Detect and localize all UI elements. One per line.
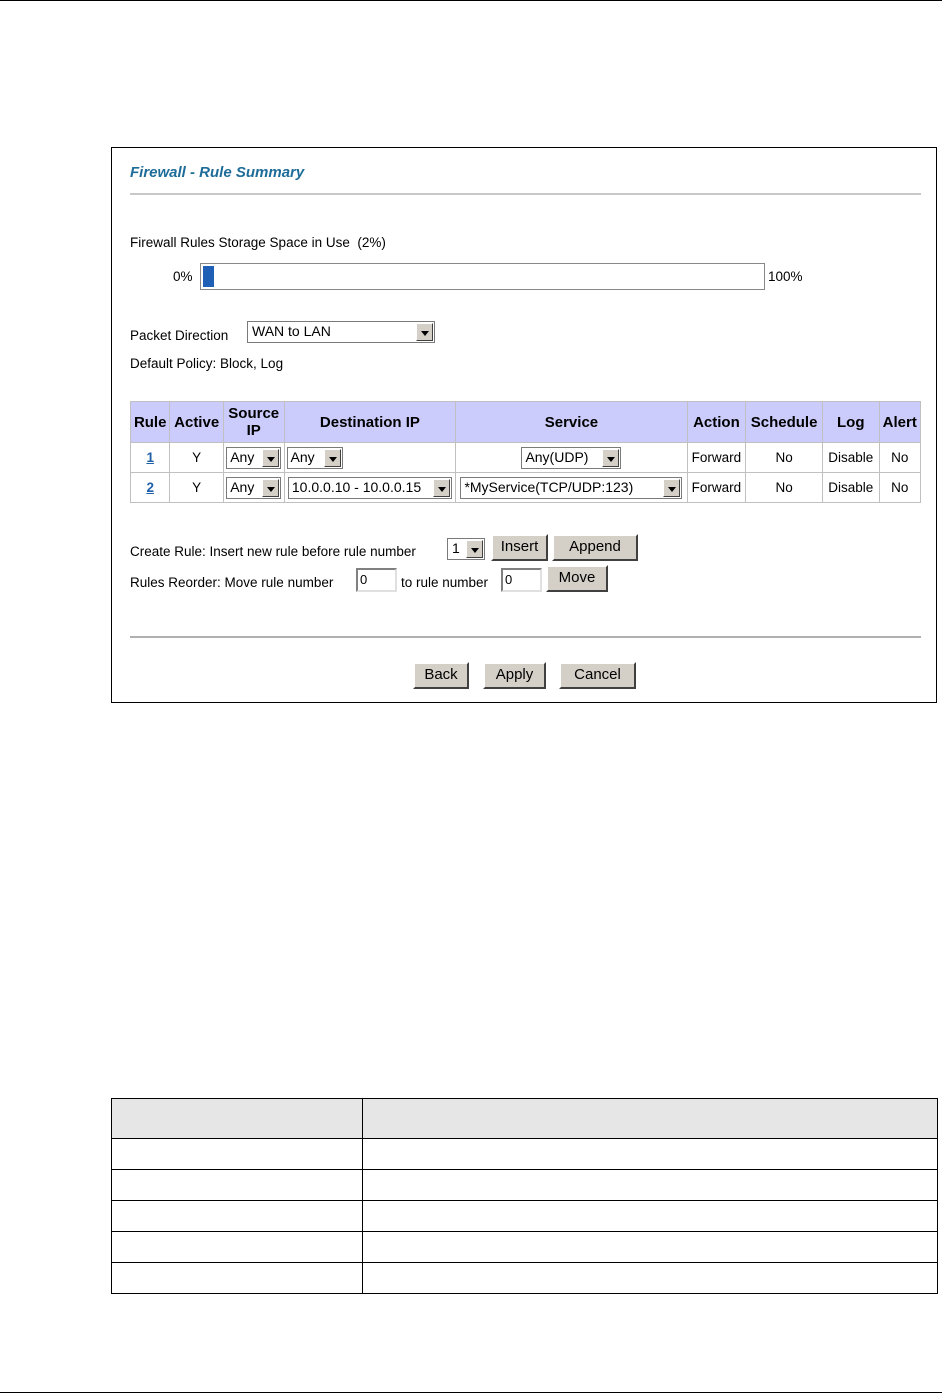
source-ip-value: Any: [230, 448, 255, 465]
service-select[interactable]: [460, 477, 682, 499]
desc-header-description: [363, 1099, 938, 1139]
alert-cell: No: [880, 443, 920, 472]
desc-cell: [112, 1232, 363, 1263]
rule-link[interactable]: 1: [146, 450, 154, 465]
desc-cell: [363, 1263, 938, 1294]
action-cell: Forward: [688, 473, 746, 502]
col-log: Log: [823, 402, 879, 442]
desc-cell: [363, 1232, 938, 1263]
desc-cell: [112, 1263, 363, 1294]
description-table: [111, 1098, 938, 1294]
storage-percent-text: (2%): [357, 235, 386, 250]
source-ip-cell: [224, 473, 284, 502]
active-cell: Y: [170, 443, 223, 472]
source-ip-select[interactable]: [226, 477, 281, 499]
desc-header-label: [112, 1099, 363, 1139]
schedule-cell: No: [746, 473, 822, 502]
col-service: Service: [456, 402, 686, 442]
col-source-ip: [224, 402, 284, 442]
source-ip-cell: [224, 443, 284, 472]
reorder-label: Rules Reorder: Move rule number: [130, 575, 334, 590]
bar-max-label: 100%: [768, 269, 803, 284]
service-cell: [456, 443, 686, 472]
cancel-button[interactable]: Cancel: [559, 662, 636, 689]
chevron-down-icon: [433, 479, 450, 497]
packet-direction-label: Packet Direction: [130, 328, 229, 343]
desc-header-row: [112, 1099, 938, 1139]
log-cell: Disable: [823, 473, 879, 502]
move-rule-from-input[interactable]: 0: [356, 568, 397, 592]
schedule-cell: No: [746, 443, 822, 472]
dest-ip-value: 10.0.0.10 - 10.0.0.15: [291, 478, 422, 495]
chevron-down-icon: [466, 540, 483, 558]
to-rule-label: to rule number: [401, 575, 489, 590]
table-row: [112, 1170, 938, 1201]
dest-ip-select[interactable]: [287, 447, 343, 469]
desc-cell: [112, 1201, 363, 1232]
rule-number-cell: [131, 473, 169, 502]
table-row: [131, 443, 920, 472]
dest-ip-select[interactable]: [288, 477, 452, 499]
table-row: [112, 1139, 938, 1170]
firewall-rule-summary-panel: [111, 147, 937, 703]
service-select[interactable]: [521, 447, 621, 469]
chevron-down-icon: [663, 479, 680, 497]
table-row: [112, 1263, 938, 1294]
col-source-ip-label: Source IP: [228, 405, 280, 439]
storage-progress-bar: [200, 263, 765, 290]
rule-number-cell: [131, 443, 169, 472]
bottom-divider: [130, 636, 921, 638]
move-rule-to-input[interactable]: 0: [501, 568, 542, 592]
action-cell: Forward: [688, 443, 746, 472]
active-cell: Y: [170, 473, 223, 502]
col-alert: Alert: [880, 402, 920, 442]
table-row: [112, 1201, 938, 1232]
rules-table: [130, 401, 921, 503]
dest-ip-value: Any: [290, 448, 315, 465]
desc-cell: [363, 1170, 938, 1201]
default-policy: Default Policy: Block, Log: [130, 356, 284, 371]
table-row: [131, 473, 920, 502]
dest-ip-cell: [285, 473, 456, 502]
desc-cell: [363, 1201, 938, 1232]
table-header-row: [131, 402, 920, 442]
create-rule-number-value: 1: [452, 540, 460, 556]
desc-cell: [363, 1139, 938, 1170]
chevron-down-icon: [416, 323, 433, 341]
chevron-down-icon: [602, 449, 619, 467]
service-value: Any(UDP): [525, 448, 589, 465]
apply-button[interactable]: Apply: [483, 662, 546, 689]
page-title: Firewall - Rule Summary: [130, 164, 305, 181]
storage-label-text: Firewall Rules Storage Space in Use: [130, 235, 350, 250]
alert-cell: No: [880, 473, 920, 502]
log-cell: Disable: [823, 443, 879, 472]
col-schedule: Schedule: [746, 402, 822, 442]
rule-link[interactable]: 2: [146, 480, 154, 495]
page-bottom-rule: [0, 1392, 942, 1393]
col-rule: Rule: [131, 402, 169, 442]
source-ip-value: Any: [230, 478, 255, 495]
dest-ip-cell: [285, 443, 456, 472]
source-ip-select[interactable]: [226, 447, 281, 469]
append-button[interactable]: Append: [552, 534, 638, 561]
page-top-rule: [0, 0, 942, 1]
desc-cell: [112, 1170, 363, 1201]
insert-button[interactable]: Insert: [491, 534, 548, 561]
service-cell: [456, 473, 686, 502]
packet-direction-select[interactable]: [247, 321, 435, 343]
table-row: [112, 1232, 938, 1263]
col-action: Action: [688, 402, 746, 442]
storage-label: [130, 235, 386, 250]
create-rule-label: Create Rule: Insert new rule before rule number: [130, 544, 416, 559]
move-button[interactable]: Move: [546, 565, 608, 592]
desc-cell: [112, 1139, 363, 1170]
packet-direction-value: WAN to LAN: [252, 323, 331, 339]
storage-progress-fill: [203, 266, 214, 287]
chevron-down-icon: [324, 449, 341, 467]
chevron-down-icon: [262, 479, 279, 497]
chevron-down-icon: [262, 449, 279, 467]
bar-min-label: 0%: [173, 269, 193, 284]
create-rule-number-select[interactable]: [447, 538, 485, 560]
title-divider: [130, 193, 921, 195]
back-button[interactable]: Back: [413, 662, 469, 689]
col-active: Active: [170, 402, 223, 442]
col-destination-ip: Destination IP: [285, 402, 456, 442]
service-value: *MyService(TCP/UDP:123): [464, 478, 634, 495]
